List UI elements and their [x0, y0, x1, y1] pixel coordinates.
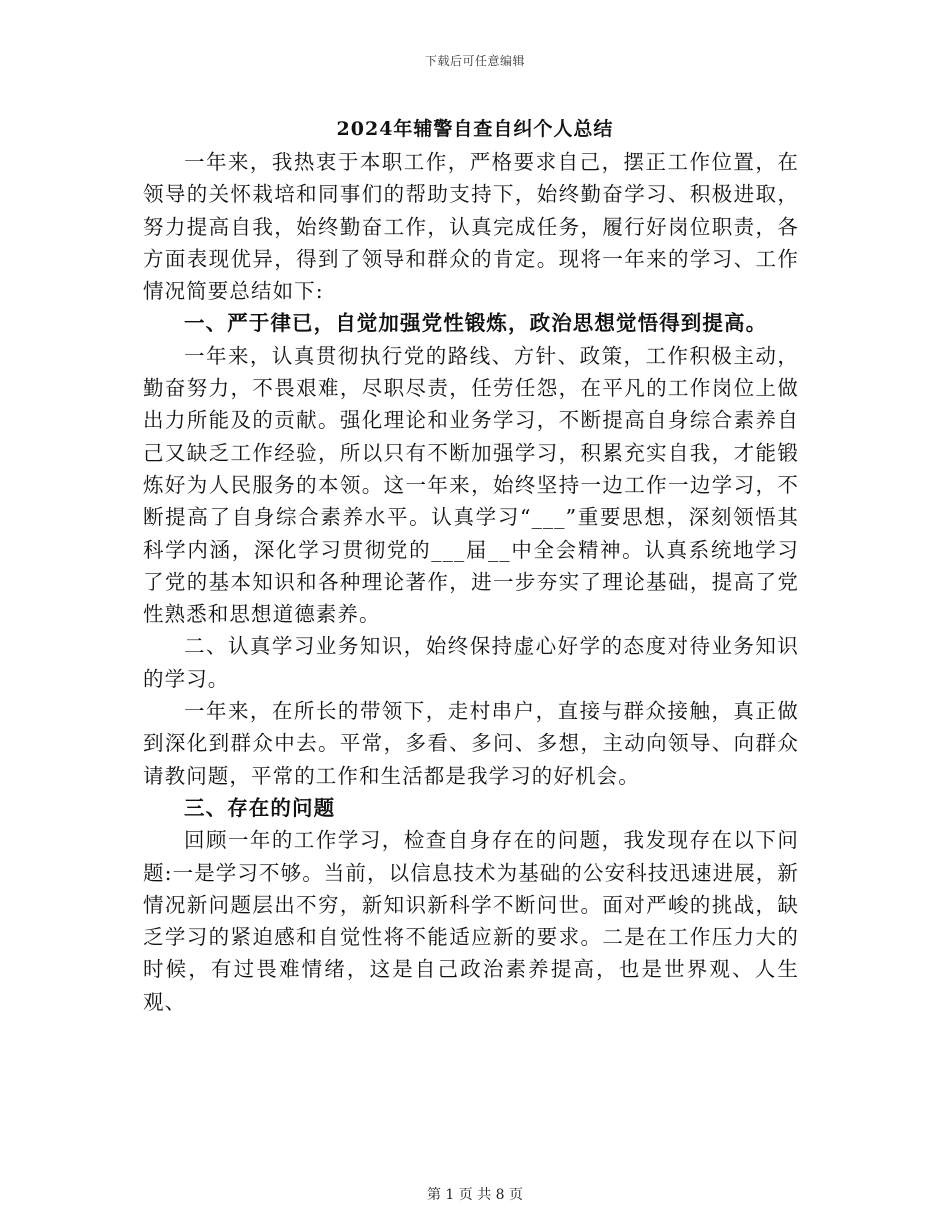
- paragraph-section-1: 一年来，认真贯彻执行党的路线、方针、政策，工作积极主动，勤奋努力，不畏艰难，尽职尽责，任劳任怨，在平凡的工作岗位上做出力所能及的贡献。强化理论和业务学习，不断提高自身综合素养自己又缺乏工作经验，所以只有不断加强学习，积累充实自我，才能锻炼好为人民服务的本领。这一年来，始终坚持一边工作一边学习，不断提高了自身综合素养水平。认真学习“___”重要思想，深刻领悟其科学内涵，深化学习贯彻党的___届__中全会精神。认真系统地学习了党的基本知识和各种理论著作，进一步夯实了理论基础，提高了党性熟悉和思想道德素养。: [143, 343, 799, 627]
- section-heading-3: 三、存在的问题: [184, 795, 336, 820]
- page-number: 第 1 页 共 8 页: [426, 1187, 524, 1203]
- section-heading-2: 二、认真学习业务知识，始终保持虚心好学的态度对待业务知识的学习。: [143, 634, 799, 691]
- section-heading-1: 一、严于律已，自觉加强党性锻炼，政治思想觉悟得到提高。: [184, 311, 768, 336]
- paragraph-section-2: 一年来，在所长的带领下，走村串户，直接与群众接触，真正做到深化到群众中去。平常，多看、多问、多想，主动向领导、向群众请教问题，平常的工作和生活都是我学习的好机会。: [143, 699, 799, 788]
- paragraph-intro: 一年来，我热衷于本职工作，严格要求自己，摆正工作位置，在领导的关怀栽培和同事们的帮助支持下，始终勤奋学习、积极进取，努力提高自我，始终勤奋工作，认真完成任务，履行好岗位职责，各方面表现优异，得到了领导和群众的肯定。现将一年来的学习、工作情况简要总结如下:: [143, 150, 799, 304]
- document-title: 2024年辅警自查自纠个人总结: [336, 118, 614, 140]
- document-body: [143, 146, 799, 1018]
- header-note: 下载后可任意编辑: [424, 54, 525, 68]
- paragraph-section-3: 回顾一年的工作学习，检查自身存在的问题，我发现存在以下问题:一是学习不够。当前，以信息技术为基础的公安科技迅速进展，新情况新问题层出不穷，新知识新科学不断问世。面对严峻的挑战，缺乏学习的紧迫感和自觉性将不能适应新的要求。二是在工作压力大的时候，有过畏难情绪，这是自己政治素养提高，也是世界观、人生观、: [143, 828, 800, 1014]
